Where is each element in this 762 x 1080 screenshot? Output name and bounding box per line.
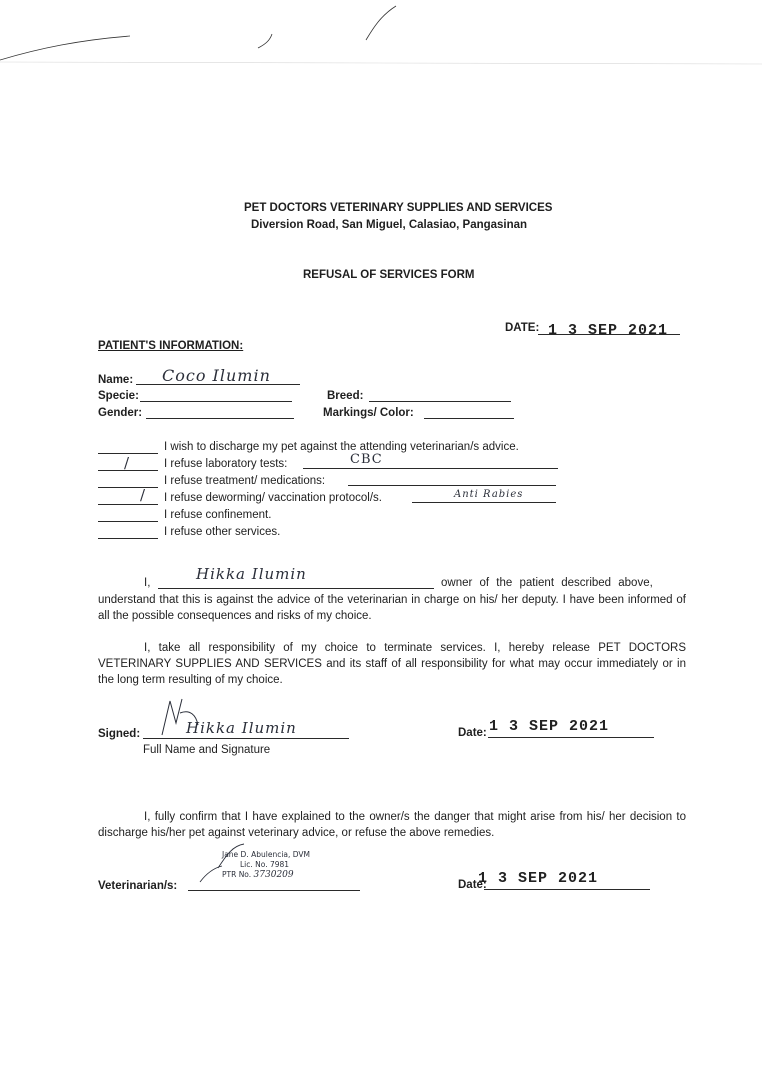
vet-signature-scribble (192, 838, 252, 888)
vet-stamp-name: Jane D. Abulencia, DVM (222, 850, 311, 859)
checkbox-blank-4 (98, 504, 158, 505)
clinic-address: Diversion Road, San Miguel, Calasiao, Pangasinan (251, 219, 528, 231)
owner-continuation: understand that this is against the advice of the veterinarian in charge on his/ her deputy. I have been informed of all the possible consequences and risks of my choice. (98, 594, 686, 622)
date-top-label: DATE: (505, 322, 540, 334)
checkbox-blank-3 (98, 487, 158, 488)
markings-label: Markings/ Color: (323, 407, 414, 419)
vet-stamp-lic: Lic. No. 7981 (240, 860, 290, 869)
specie-line (140, 401, 292, 402)
checklist-item-1: I wish to discharge my pet against the attending veterinarian/s advice. (164, 441, 519, 453)
gender-label: Gender: (98, 407, 143, 419)
signature-caption: Full Name and Signature (143, 744, 271, 756)
name-line (136, 384, 300, 385)
deworming-line (412, 502, 556, 503)
vet-stamp-ptr-label: PTR No. (222, 870, 252, 879)
checklist-item-6: I refuse other services. (164, 526, 281, 538)
vet-date-line (484, 889, 650, 890)
signed-date-label: Date: (458, 727, 487, 739)
checklist-fill-2: CBC (350, 452, 383, 467)
checkbox-blank-5 (98, 521, 158, 522)
vet-date-label: Date: (458, 879, 487, 891)
checkbox-blank-6 (98, 538, 158, 539)
owner-name-line (158, 588, 434, 589)
signed-label: Signed: (98, 728, 141, 740)
responsibility-paragraph (98, 640, 686, 688)
markings-line (424, 418, 514, 419)
checklist-fill-4: Anti Rabies (454, 489, 524, 500)
checklist-item-2: I refuse laboratory tests: (164, 458, 288, 470)
checklist-mark-2: / (124, 454, 131, 472)
vet-date-stamp: 1 3 SEP 2021 (478, 870, 599, 887)
breed-label: Breed: (327, 390, 364, 402)
signed-date-stamp: 1 3 SEP 2021 (489, 718, 610, 735)
confirmation-paragraph (98, 809, 686, 841)
checklist-item-4: I refuse deworming/ vaccination protocol/s. (164, 492, 382, 504)
scan-edge-marks (0, 0, 762, 80)
owner-name-handwriting: Hikka Ilumin (196, 565, 307, 583)
confirmation-text: I, fully confirm that I have explained to the owner/s the danger that might arise from his/ her decision to discharge his/her pet against veterinary advice, or refuse the above remedies. (98, 811, 686, 839)
checklist-item-5: I refuse confinement. (164, 509, 272, 521)
lab-tests-line (303, 468, 558, 469)
signed-handwriting: Hikka Ilumin (186, 719, 297, 737)
signed-date-line (488, 737, 654, 738)
checklist-item-3: I refuse treatment/ medications: (164, 475, 326, 487)
vet-stamp-ptr: 3730209 (253, 870, 294, 880)
breed-line (369, 401, 511, 402)
treatment-line (348, 485, 556, 486)
date-top-line (538, 334, 680, 335)
name-label: Name: (98, 374, 134, 386)
patient-section-title: PATIENT'S INFORMATION: (98, 340, 244, 352)
form-title: REFUSAL OF SERVICES FORM (303, 269, 475, 281)
gender-line (146, 418, 294, 419)
owner-suffix: owner of the patient described above, (441, 577, 653, 589)
responsibility-text: I, take all responsibility of my choice to terminate services. I, hereby release PET DOCTORS VETERINARY SUPPLIES AND SERVICES and its staff of all responsibility for what may occur immediately or in the long term resulting of my choice. (98, 642, 686, 686)
checklist-mark-4: / (140, 486, 147, 504)
specie-label: Specie: (98, 390, 139, 402)
name-handwriting: Coco Ilumin (162, 366, 271, 385)
clinic-name: PET DOCTORS VETERINARY SUPPLIES AND SERVICES (244, 202, 553, 214)
veterinarian-label: Veterinarian/s: (98, 880, 178, 892)
veterinarian-line (188, 890, 360, 891)
owner-prefix: I, (144, 577, 151, 589)
date-top-stamp: 1 3 SEP 2021 (548, 322, 669, 339)
signed-line (143, 738, 349, 739)
